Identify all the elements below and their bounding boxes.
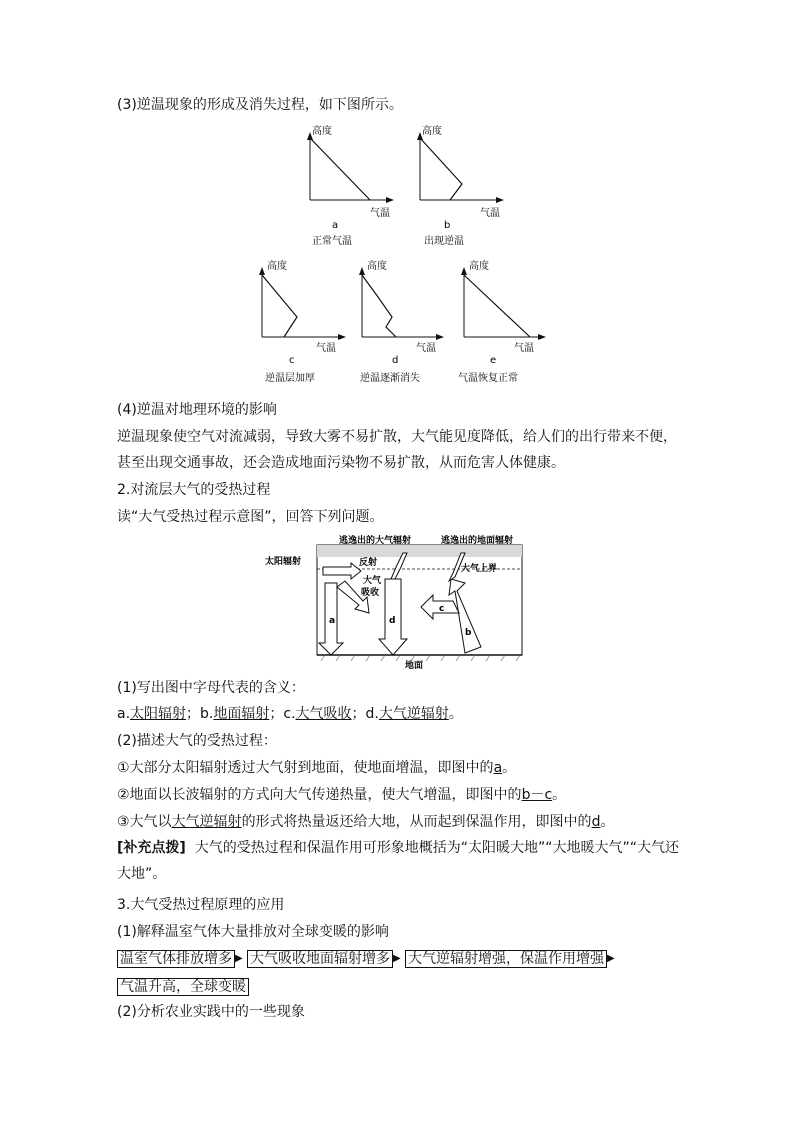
atmosphere-heating-diagram (265, 535, 530, 670)
question-2-item-2: ②地面以长波辐射的方式向大气传递热量，使大气增温，即图中的b－c。 (117, 787, 567, 803)
x-axis-label-a: 气温 (370, 208, 390, 219)
question-2-item-3: ③大气以大气逆辐射的形式将热量返还给大地，从而起到保温作用，即图中的d。 (117, 814, 615, 830)
label-ground: 地面 (405, 661, 424, 670)
chain-step-1: 温室气体排放增多 (117, 950, 235, 968)
arrow-icon: ▶ (393, 953, 401, 964)
panel-letter-a: a (332, 220, 339, 231)
label-upper: 大气上界 (461, 564, 498, 574)
panel-caption-e: 气温恢复正常 (458, 373, 518, 384)
inversion-figures-row1 (290, 120, 520, 255)
y-axis-label-b: 高度 (422, 126, 442, 137)
x-axis-label-c: 气温 (316, 343, 336, 354)
temp-profile-c (262, 275, 297, 337)
label-reflect: 反射 (359, 558, 378, 568)
panel-letter-e: e (490, 355, 497, 366)
x-axis-label-e: 气温 (514, 343, 534, 354)
question-1-answer: a.太阳辐射；b.地面辐射；c.大气吸收；d.大气逆辐射。 (117, 706, 463, 722)
chain-step-4: 气温升高，全球变暖 (117, 978, 249, 996)
part-3-item-1: (1)解释温室气体大量排放对全球变暖的影响 (117, 924, 389, 940)
supplement-tag: [补充点拨] (117, 840, 186, 856)
x-axis-label-d: 气温 (416, 343, 436, 354)
causal-chain (117, 949, 619, 969)
y-axis-label-e: 高度 (469, 261, 489, 272)
label-absorb-2: 吸收 (361, 588, 380, 598)
section-3-title: (3)逆温现象的形成及消失过程，如下图所示。 (117, 97, 403, 113)
temp-profile-d (362, 275, 396, 337)
panel-letter-c: c (289, 355, 295, 366)
panel-letter-b: b (444, 220, 451, 231)
question-1: (1)写出图中字母代表的含义： (117, 680, 305, 696)
chain-step-3: 大气逆辐射增强，保温作用增强 (405, 950, 607, 968)
temp-profile-b (420, 138, 462, 200)
panel-caption-c: 逆温层加厚 (265, 373, 315, 384)
panel-caption-a: 正常气温 (312, 236, 352, 247)
inversion-figures-row2 (240, 255, 560, 390)
section-4-title: (4)逆温对地理环境的影响 (117, 402, 277, 418)
y-axis-label-d: 高度 (367, 261, 387, 272)
label-d: d (389, 616, 396, 626)
panel-letter-d: d (392, 355, 399, 366)
question-2-item-1: ①大部分太阳辐射透过大气射到地面，使地面增温，即图中的a。 (117, 760, 517, 776)
question-2: (2)描述大气的受热过程： (117, 733, 277, 749)
part-3-item-2: (2)分析农业实践中的一些现象 (117, 1004, 305, 1020)
part-3-title: 3.大气受热过程原理的应用 (117, 897, 285, 913)
temp-profile-e (464, 275, 530, 337)
label-a: a (329, 616, 336, 626)
x-axis-label-b: 气温 (480, 208, 500, 219)
section-4-body: 逆温现象使空气对流减弱，导致大雾不易扩散，大气能见度降低，给人们的出行带来不便，甚至出现交通事故，还会造成地面污染物不易扩散，从而危害人体健康。 (117, 429, 677, 471)
arrow-icon: ▶ (607, 953, 615, 964)
label-solar: 太阳辐射 (265, 557, 302, 567)
y-axis-label-c: 高度 (267, 261, 287, 272)
panel-caption-b: 出现逆温 (424, 236, 464, 247)
label-c: c (439, 604, 445, 614)
label-absorb-1: 大气 (363, 576, 382, 586)
arrow-icon: ▶ (235, 953, 243, 964)
part-2-title: 2.对流层大气的受热过程 (117, 482, 271, 498)
y-axis-label-a: 高度 (312, 126, 332, 137)
panel-caption-d: 逆温逐渐消失 (360, 373, 420, 384)
temp-profile-a (310, 138, 370, 200)
causal-chain-end (117, 977, 249, 997)
label-b: b (465, 628, 472, 638)
label-escape-ground: 逃逸出的地面辐射 (441, 536, 514, 546)
label-escape-atm: 逃逸出的大气辐射 (339, 536, 412, 546)
part-2-intro: 读“大气受热过程示意图”，回答下列问题。 (117, 509, 384, 525)
supplement-note: [补充点拨] 大气的受热过程和保温作用可形象地概括为“太阳暖大地”“大地暖大气”“大气还大地”。 (117, 840, 679, 882)
chain-step-2: 大气吸收地面辐射增多 (247, 950, 393, 968)
